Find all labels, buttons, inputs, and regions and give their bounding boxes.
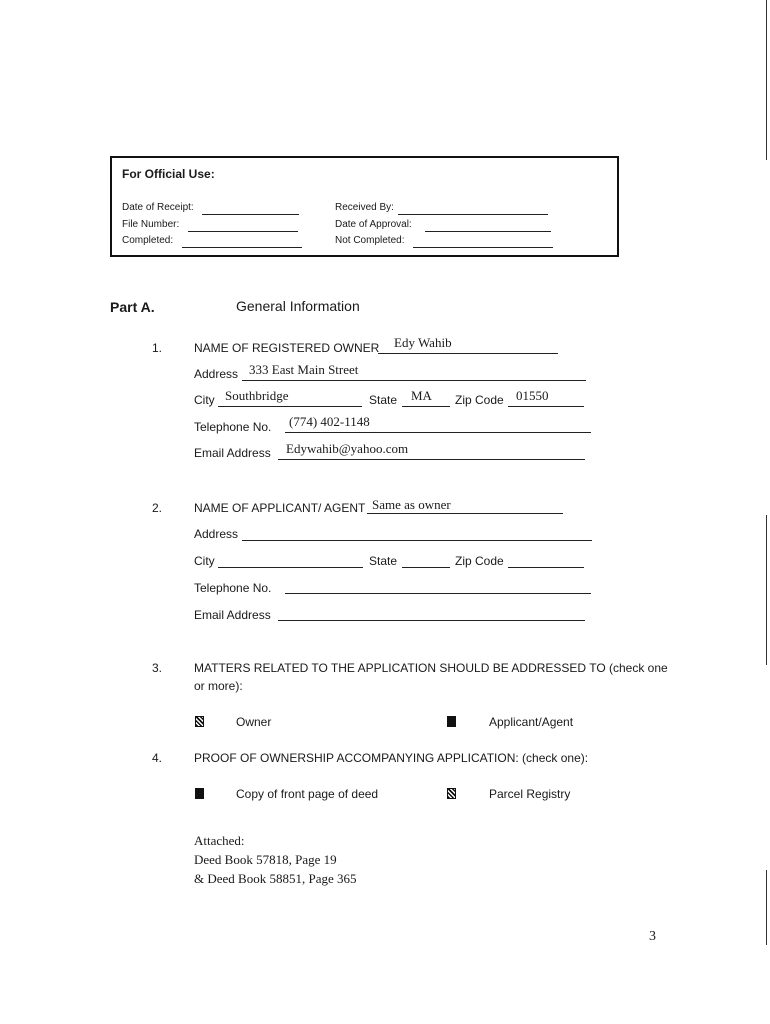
date-of-approval-line[interactable] [425,231,551,232]
received-by-line[interactable] [398,214,548,215]
owner-checkbox[interactable] [195,716,204,727]
s2-address-label: Address [194,527,239,541]
s3-line1: MATTERS RELATED TO THE APPLICATION SHOULD BE ADDRESSED TO (check one [194,661,668,675]
s1-zip-line[interactable] [508,406,584,407]
date-of-approval-label: Date of Approval: [335,219,412,230]
not-completed-label: Not Completed: [335,235,405,246]
scan-edge-bottom [766,870,767,945]
s1-city-value: Southbridge [225,388,289,403]
s4-number: 4. [152,751,163,765]
owner-name-value: Edy Wahib [394,335,452,350]
attached-line1: Deed Book 57818, Page 19 [194,852,337,867]
s2-number: 2. [152,501,163,515]
s1-state-value: MA [411,388,432,403]
part-label: Part A. [110,299,155,315]
part-title: General Information [236,298,360,314]
s1-zip-label: Zip Code [455,393,504,407]
s1-phone-label: Telephone No. [194,420,272,434]
received-by-label: Received By: [335,202,394,213]
s1-address-line[interactable] [242,380,586,381]
s3-number: 3. [152,661,163,675]
owner-option-label: Owner [236,715,272,729]
s1-heading: NAME OF REGISTERED OWNER [194,341,380,355]
parcel-registry-checkbox[interactable] [447,788,456,799]
s1-phone-value: (774) 402-1148 [289,414,370,429]
completed-line[interactable] [182,247,302,248]
agent-value: Same as owner [372,497,451,512]
s2-email-line[interactable] [278,620,585,621]
s1-city-label: City [194,393,215,407]
s1-phone-line[interactable] [285,432,591,433]
s4-heading: PROOF OF OWNERSHIP ACCOMPANYING APPLICATION: (check one): [194,751,589,765]
completed-label: Completed: [122,235,174,246]
attached-line2: & Deed Book 58851, Page 365 [194,871,357,886]
applicant-agent-option-label: Applicant/Agent [489,715,574,729]
s1-email-line[interactable] [278,459,585,460]
s1-address-label: Address [194,367,239,381]
owner-name-line[interactable] [378,353,558,354]
s2-phone-label: Telephone No. [194,581,272,595]
official-use-box [110,156,619,257]
scan-edge-mid [766,515,767,665]
date-of-receipt-line[interactable] [202,214,299,215]
s2-city-line[interactable] [218,567,363,568]
s2-state-line[interactable] [402,567,450,568]
parcel-registry-option-label: Parcel Registry [489,787,571,801]
s2-city-label: City [194,554,215,568]
s2-heading: NAME OF APPLICANT/ AGENT [194,501,366,515]
s2-zip-label: Zip Code [455,554,504,568]
deed-copy-option-label: Copy of front page of deed [236,787,379,801]
official-use-title: For Official Use: [122,167,215,181]
scan-edge-top [766,0,767,160]
date-of-receipt-label: Date of Receipt: [122,202,194,213]
s1-state-label: State [369,393,398,407]
applicant-agent-checkbox[interactable] [447,716,456,727]
file-number-label: File Number: [122,219,180,230]
agent-line[interactable] [367,513,563,514]
s1-zip-value: 01550 [516,388,549,403]
s1-email-label: Email Address [194,446,271,460]
s1-number: 1. [152,341,163,355]
s1-state-line[interactable] [402,406,450,407]
s1-email-value: Edywahib@yahoo.com [286,441,409,456]
attached-label: Attached: [194,833,245,848]
s2-address-line[interactable] [242,540,592,541]
deed-copy-checkbox[interactable] [195,788,204,799]
s1-city-line[interactable] [218,406,362,407]
s3-line2: or more): [194,679,243,693]
s2-email-label: Email Address [194,608,271,622]
s2-zip-line[interactable] [508,567,584,568]
not-completed-line[interactable] [413,247,553,248]
s2-state-label: State [369,554,398,568]
page-number: 3 [649,929,656,944]
s1-address-value: 333 East Main Street [249,362,359,377]
file-number-line[interactable] [188,231,298,232]
s2-phone-line[interactable] [285,593,591,594]
